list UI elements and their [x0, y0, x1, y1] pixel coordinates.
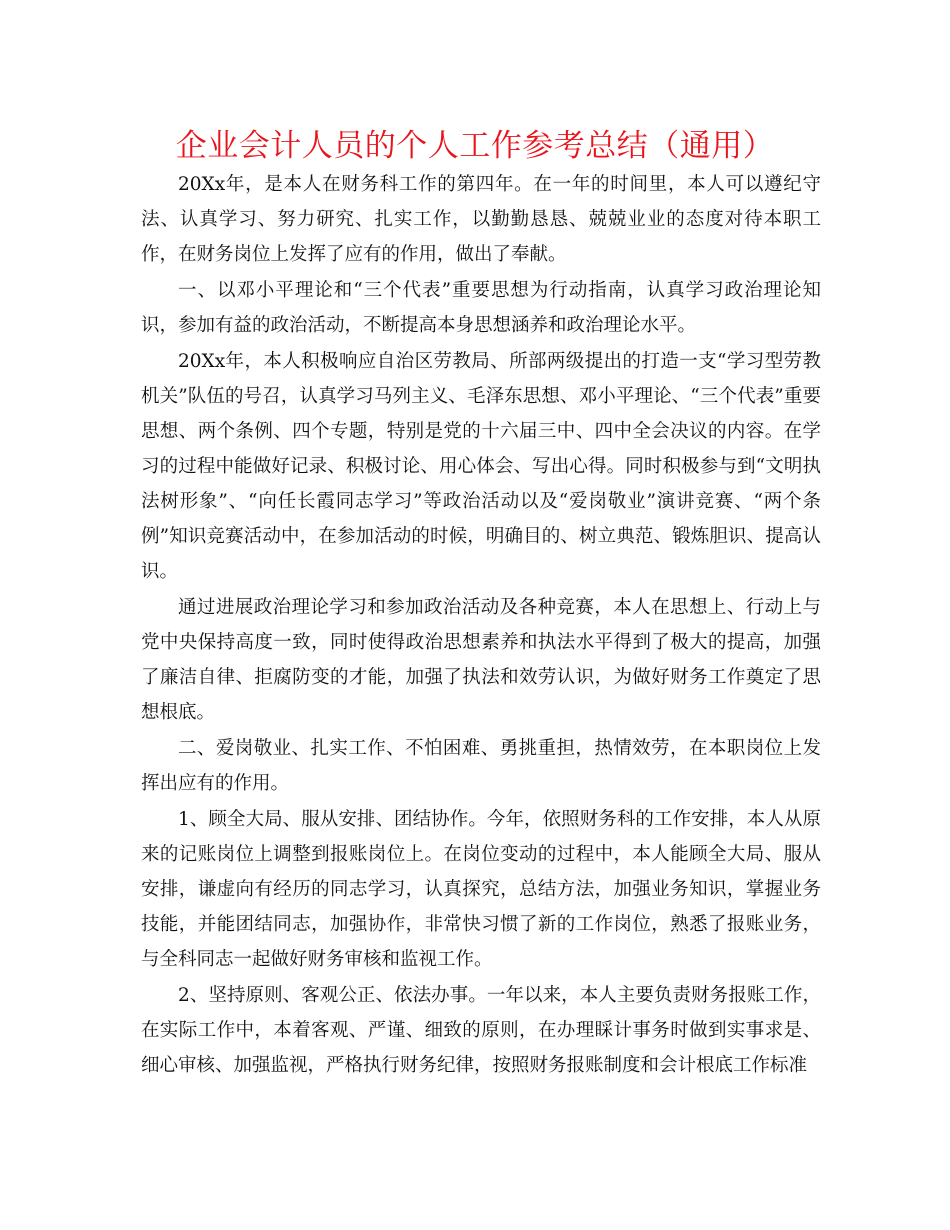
paragraph: 1、顾全大局、服从安排、团结协作。今年，依照财务科的工作安排，本人从原来的记账岗位上调整到报账岗位上。在岗位变动的过程中，本人能顾全大局、服从安排，谦虚向有经历的同志学习，认真探究，总结方法，加强业务知识，掌握业务技能，并能团结同志，加强协作，非常快习惯了新的工作岗位，熟悉了报账业务，与全科同志一起做好财务审核和监视工作。 [141, 809, 821, 970]
paragraph: 20Xx年，本人积极响应自治区劳教局、所部两级提出的打造一支“学习型劳教机关”队伍的号召，认真学习马列主义、毛泽东思想、邓小平理论、“三个代表”重要思想、两个条例、四个专题，特别是党的十六届三中、四中全会决议的内容。在学习的过程中能做好记录、积极讨论、用心体会、写出心得。同时积极参与到“文明执法树形象”、“向任长霞同志学习”等政治活动以及“爱岗敬业”演讲竞赛、“两个条例”知识竞赛活动中，在参加活动的时候，明确目的、树立典范、锻炼胆识、提高认识。 [141, 351, 821, 582]
paragraph: 通过进展政治理论学习和参加政治活动及各种竞赛，本人在思想上、行动上与党中央保持高度一致，同时使得政治思想素养和执法水平得到了极大的提高，加强了廉洁自律、拒腐防变的才能，加强了执法和效劳认识，为做好财务工作奠定了思想根底。 [141, 597, 821, 723]
document-title: 企业会计人员的个人工作参考总结（通用） [175, 128, 775, 164]
paragraph: 2、坚持原则、客观公正、依法办事。一年以来，本人主要负责财务报账工作，在实际工作中，本着客观、严谨、细致的原则，在办理睬计事务时做到实事求是、细心审核、加强监视，严格执行财务纪律，按照财务报账制度和会计根底工作标准 [141, 985, 821, 1076]
paragraph: 二、爱岗敬业、扎实工作、不怕困难、勇挑重担，热情效劳，在本职岗位上发挥出应有的作用。 [141, 738, 821, 794]
paragraph: 一、以邓小平理论和“三个代表”重要思想为行动指南，认真学习政治理论知识，参加有益的政治活动，不断提高本身思想涵养和政治理论水平。 [141, 280, 821, 336]
paragraph: 20Xx年，是本人在财务科工作的第四年。在一年的时间里，本人可以遵纪守法、认真学习、努力研究、扎实工作，以勤勤恳恳、兢兢业业的态度对待本职工作，在财务岗位上发挥了应有的作用，做出了奉献。 [141, 174, 821, 265]
document-body [141, 167, 821, 1084]
